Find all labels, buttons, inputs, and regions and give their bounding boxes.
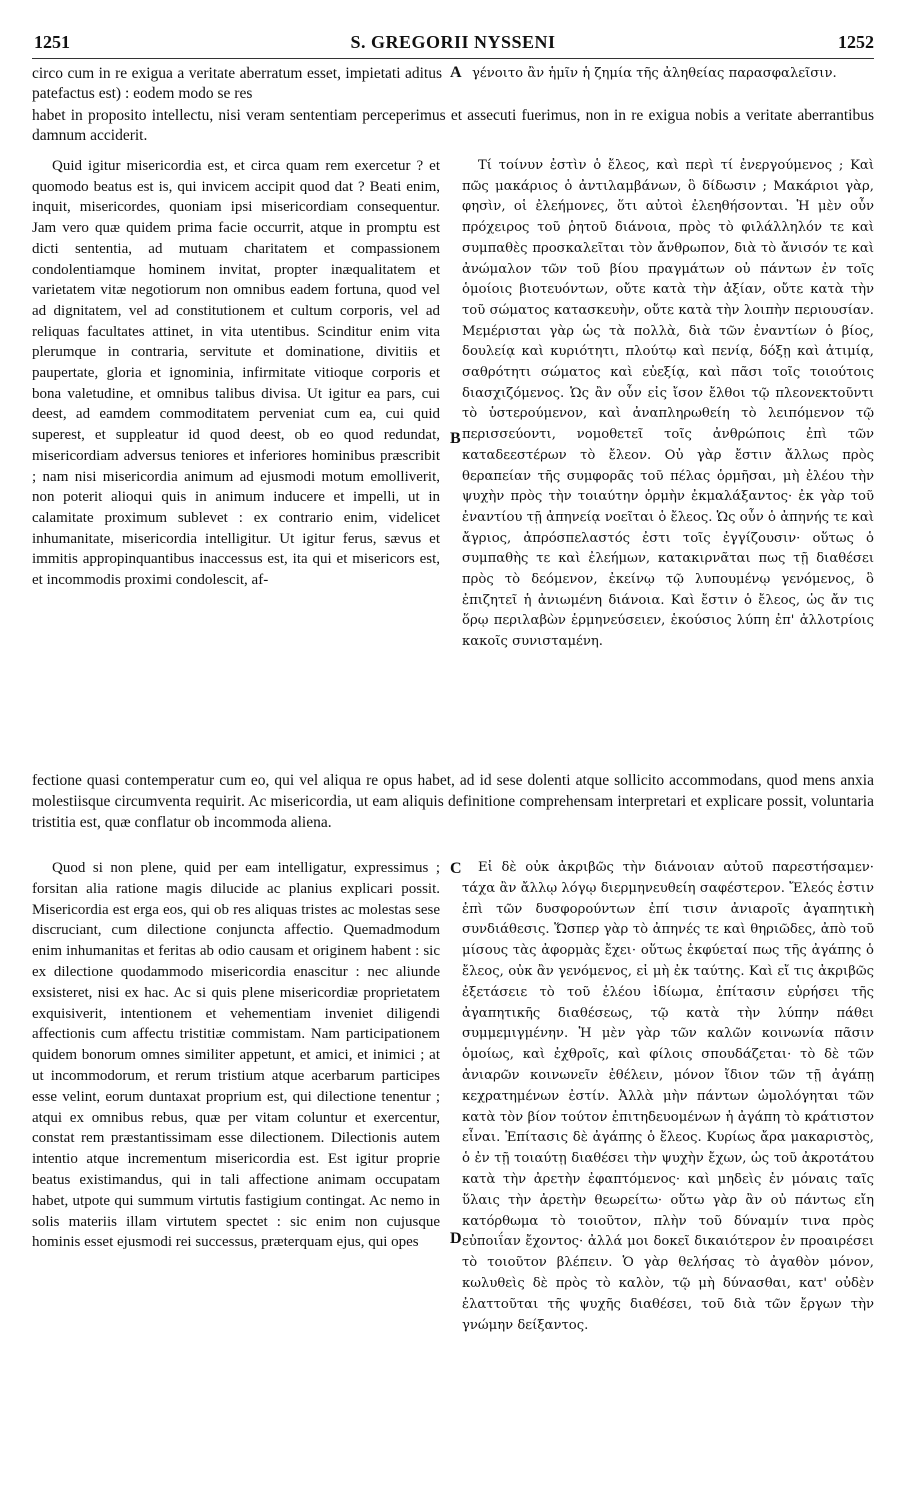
header-rule [32,58,874,59]
latin-paragraph-2: Quod si non plene, quid per eam intelligatur, expressimus ; forsitan alia ratione magis dilucide ac planius explicari possit. Misericordia est erga eos, qui ob res aliquas tristes ac molestas sese discruciant, cum dilectione conjuncta affectio. Quemadmodum enim inhumanitas et feritas ab odio causam et originem habent : sic ex dilectione quodammodo misericordia enascitur : nec aliunde exsisteret, nisi ex hac. Ac si quis plene misericordiæ proprietatem exquisiverit, intentionem et vehementiam inveniet diligendi affectionis cum affectu tristitiæ commistam. Nam participationem quidem bonorum omnes similiter appetunt, et amici, et inimici ; at ut incommodorum, et rerum tristium atque acerbarum participes esse velint, eorum duntaxat proprium est, qui dilectione tenentur ; atqui ex omnibus rebus, quæ per vitam coluntur et exercentur, constat rem præstantissimam esse dilectionem. Dilectionis autem intentio atque incrementum misericordia est. Est igitur proprie beatus existimandus, qui in tali affectione animam occupatam habet, utpote qui summum virtutis fastigium contingat. Ac nemo in solis materiis illam virtutem spectet : sic enim non cujusque hominis esset ejusmodi rei successus, præterquam ejus, qui opes [32,860,440,1251]
page-number-left: 1251 [34,32,70,52]
running-header [32,28,874,58]
running-title: S. GREGORII NYSSENI [350,32,556,52]
latin-paragraph-1: Quid igitur misericordia est, et circa quam rem exercetur ? et quomodo beatus est is, qui invicem accipit quod dat ? Beati enim, inquit, misericordes, quoniam ipsi misericordiam consequentur. Jam vero quæ quidem prima facie occurrit, atque in promptu est dicti sententia, ad mutuam charitatem et compassionem condolentiamque hominem invitat, propter inæqualitatem et varietatem vitæ negotiorum non omnibus eadem fortuna, quod vel ad dignitatem, vel ad constitutionem et cultum corporis, vel ad reliquas facultates attinet, in vita utentibus. Scinditur enim vita plerumque in contraria, servitute et dominatione, divitiis et paupertate, gloria et ignominia, infirmitate vitioque corporis et bona valetudine, et omnibus talibus divisa. Ut igitur ea pars, cui deest, ad eamdem commoditatem perveniat cum ea, cui quid superest, et suppleatur id quod deest, ob eo quod redundat, misericordiam adversus teniores et inferiores hominibus præscribit ; nam nisi misericordia animum ad ejusmodi motum emolliverit, non poterit alioqui quis in animum inducere et impelli, ut in calamitate proximum sublevet : ex contrario enim, videlicet inhumanitate, misericordia intelligitur. Ut igitur ferus, sævus et immitis appropinquantibus inaccessus est, ita qui et misericors est, et incommodis proximi condolescit, af- [32,158,440,589]
latin-top-continuation: habet in proposito intellectu, nisi veram sententiam perceperimus et assecuti fuerimus, non in re exigua nobis a veritate aberrantibus damnum acciderit. [32,107,874,144]
margin-marker-a: A [450,64,462,81]
latin-top-fragment: circo cum in re exigua a veritate aberratum esset, impietati aditus patefactus est) : eodem modo se res [32,65,442,102]
margin-marker-d: D [450,1230,462,1247]
greek-paragraph-2: Εἰ δὲ οὐκ ἀκριβῶς τὴν διάνοιαν αὐτοῦ παρεστήσαμεν· τάχα ἂν ἄλλῳ λόγῳ διερμηνευθείη σαφέστερον. Ἔλεός ἐστιν ἐπὶ τῶν δυσφορούντων ἐπί τισιν ἀνιαροῖς ἀγαπητικὴ συνδιάθεσις. Ὥσπερ γὰρ τὸ ἀπηνές τε καὶ θηριῶδες, ἀπὸ τοῦ μίσους τὰς ἀφορμὰς ἔχει· οὕτως ἐκφύεταί πως τῆς ἀγάπης ὁ ἔλεος, οὐκ ἂν γενόμενος, εἰ μὴ ἐκ ταύτης. Καὶ εἴ τις ἀκριβῶς ἐξετάσειε τὸ τοῦ ἐλέου ἰδίωμα, ἐπίτασιν εὑρήσει τῆς ἀγαπητικῆς διαθέσεως, τῷ κατὰ τὴν λύπην πάθει συμμεμιγμένην. Ἡ μὲν γὰρ τῶν καλῶν κοινωνία πᾶσιν ὁμοίως, καὶ ἐχθροῖς, καὶ φίλοις σπουδάζεται· τὸ δὲ τῶν ἀνιαρῶν κοινωνεῖν ἐθέλειν, μόνον ἴδιον τῶν τῇ ἀγάπῃ κεχρατημένων ἐστίν. Ἀλλὰ μὴν πάντων ὡμολόγηται τῶν κατὰ τὸν βίον τούτον ἐπιτηδευομένων ἡ ἀγάπη τὸ κράτιστον εἶναι. Ἐπίτασις δὲ ἀγάπης ὁ ἔλεος. Κυρίως ἄρα μακαριστὸς, ὁ ἐν τῇ τοιαύτῃ διαθέσει τὴν ψυχὴν ἔχων, ὡς τοῦ ἀκροτάτου κατὰ τὴν ἀρετὴν ἐφαπτόμενος· καὶ μηδεὶς ἐν μόναις ταῖς ὕλαις τὴν ἀρετὴν θεωρείτω· οὕτω γὰρ ἂν οὐ πάντως εἴη κατόρθωμα τὸ τοιοῦτον, πλὴν τοῦ δύναμίν τινα πρὸς εὐποιΐαν ἔχοντος· ἀλλά μοι δοκεῖ δικαιότερον ἐν προαιρέσει τὸ τοιοῦτον βλέπειν. Ὁ γὰρ θελήσας τὸ ἀγαθὸν μόνον, κωλυθεὶς δὲ πρὸς τὸ καλὸν, τῷ μὴ δύνασθαι, κατ' οὐδὲν ἐλαττοῦται τῆς ψυχῆς διαθέσει, τοῦ διὰ τῶν ἔργων τὴν γνώμην δείξαντος. [462,860,874,1333]
greek-paragraph-1: Τί τοίνυν ἐστὶν ὁ ἔλεος, καὶ περὶ τί ἐνεργούμενος ; Καὶ πῶς μακάριος ὁ ἀντιλαμβάνων, ὃ δίδωσιν ; Μακάριοι γὰρ, φησὶν, οἱ ἐλεήμονες, ὅτι αὐτοὶ ἐλεηθήσονται. Ἡ μὲν οὖν πρόχειρος τοῦ ῥητοῦ διάνοια, πρὸς τὸ φιλάλληλόν τε καὶ συμπαθὲς προσκαλεῖται τὸν ἄνθρωπον, διὰ τὸ ἄνισόν τε καὶ ἀνώμαλον τῶν τοῦ βίου πραγμάτων οὐ πάντων ἐν τοῖς ὁμοίοις βιοτευόντων, οὔτε κατὰ τὴν ἀξίαν, οὔτε κατὰ τὴν τοῦ σώματος κατασκευὴν, οὔτε κατὰ τὴν λοιπὴν περιουσίαν. Μεμέρισται γὰρ ὡς τὰ πολλὰ, διὰ τῶν ἐναντίων ὁ βίος, δουλείᾳ καὶ κυριότητι, πλούτῳ καὶ πενίᾳ, δόξῃ καὶ ἀτιμίᾳ, σαθρότητι σώματος καὶ εὐεξίᾳ, καὶ πᾶσι τοῖς τοιούτοις διασχιζόμενος. Ὡς ἂν οὖν εἰς ἴσον ἔλθοι τῷ πλεονεκτοῦντι τὸ ὑστερούμενον, καὶ ἀναπληρωθείη τὸ λειπόμενον τῷ περισσεύοντι, νομοθετεῖ τοῖς ἀνθρώποις ἐπὶ τῶν καταδεεστέρων τὸ ἔλεον. Οὐ γὰρ ἔστιν ἄλλως πρὸς θεραπείαν τῆς συμφορᾶς τοῦ πέλας ὁρμῆσαι, μὴ ἐλέου τὴν ψυχὴν πρὸς τὴν τοιαύτην ὁρμὴν ἐκμαλάξαντος· ἐκ γὰρ τοῦ ἐναντίου τῇ ἀπηνείᾳ νοεῖται ὁ ἔλεος. Ὡς οὖν ὁ ἀπηνής τε καὶ ἄγριος, ἀπρόσπελαστός ἐστι τοῖς ἐγγίζουσιν· οὕτως ὁ συμπαθὴς τε καὶ ἐλεήμων, κατακιρνᾶται πως τῇ διαθέσει πρὸς τὸ δεόμενον, ἐκείνῳ τῷ λυπουμένῳ γενόμενος, ὃ ἐπιζητεῖ ἡ ἀνιωμένη διάνοια. Καὶ ἔστιν ὁ ἔλεος, ὡς ἄν τις ὅρῳ περιλαβὼν ἑρμηνεύσειεν, ἑκούσιος λύπη ἐπ' ἀλλοτρίοις κακοῖς συνισταμένη. [462,158,874,650]
page-number-right: 1252 [838,32,874,52]
greek-top-fragment: γένοιτο ἂν ἡμῖν ἡ ζημία τῆς ἀληθείας παρασφαλεῖσιν. [472,66,837,81]
page [32,28,874,1333]
margin-marker-c: C [450,860,462,877]
latin-bridge-paragraph: fectione quasi contemperatur cum eo, qui vel aliqua re opus habet, ad id sese dolenti atque sollicito accommodans, quod mens anxia molestiisque circumventa requirit. Ac misericordia, ut eam aliquis definitione comprehensam interpretari et explicare possit, voluntaria tristitia est, quæ conflatur ob incommoda aliena. [32,772,874,831]
margin-marker-b: B [450,430,461,447]
